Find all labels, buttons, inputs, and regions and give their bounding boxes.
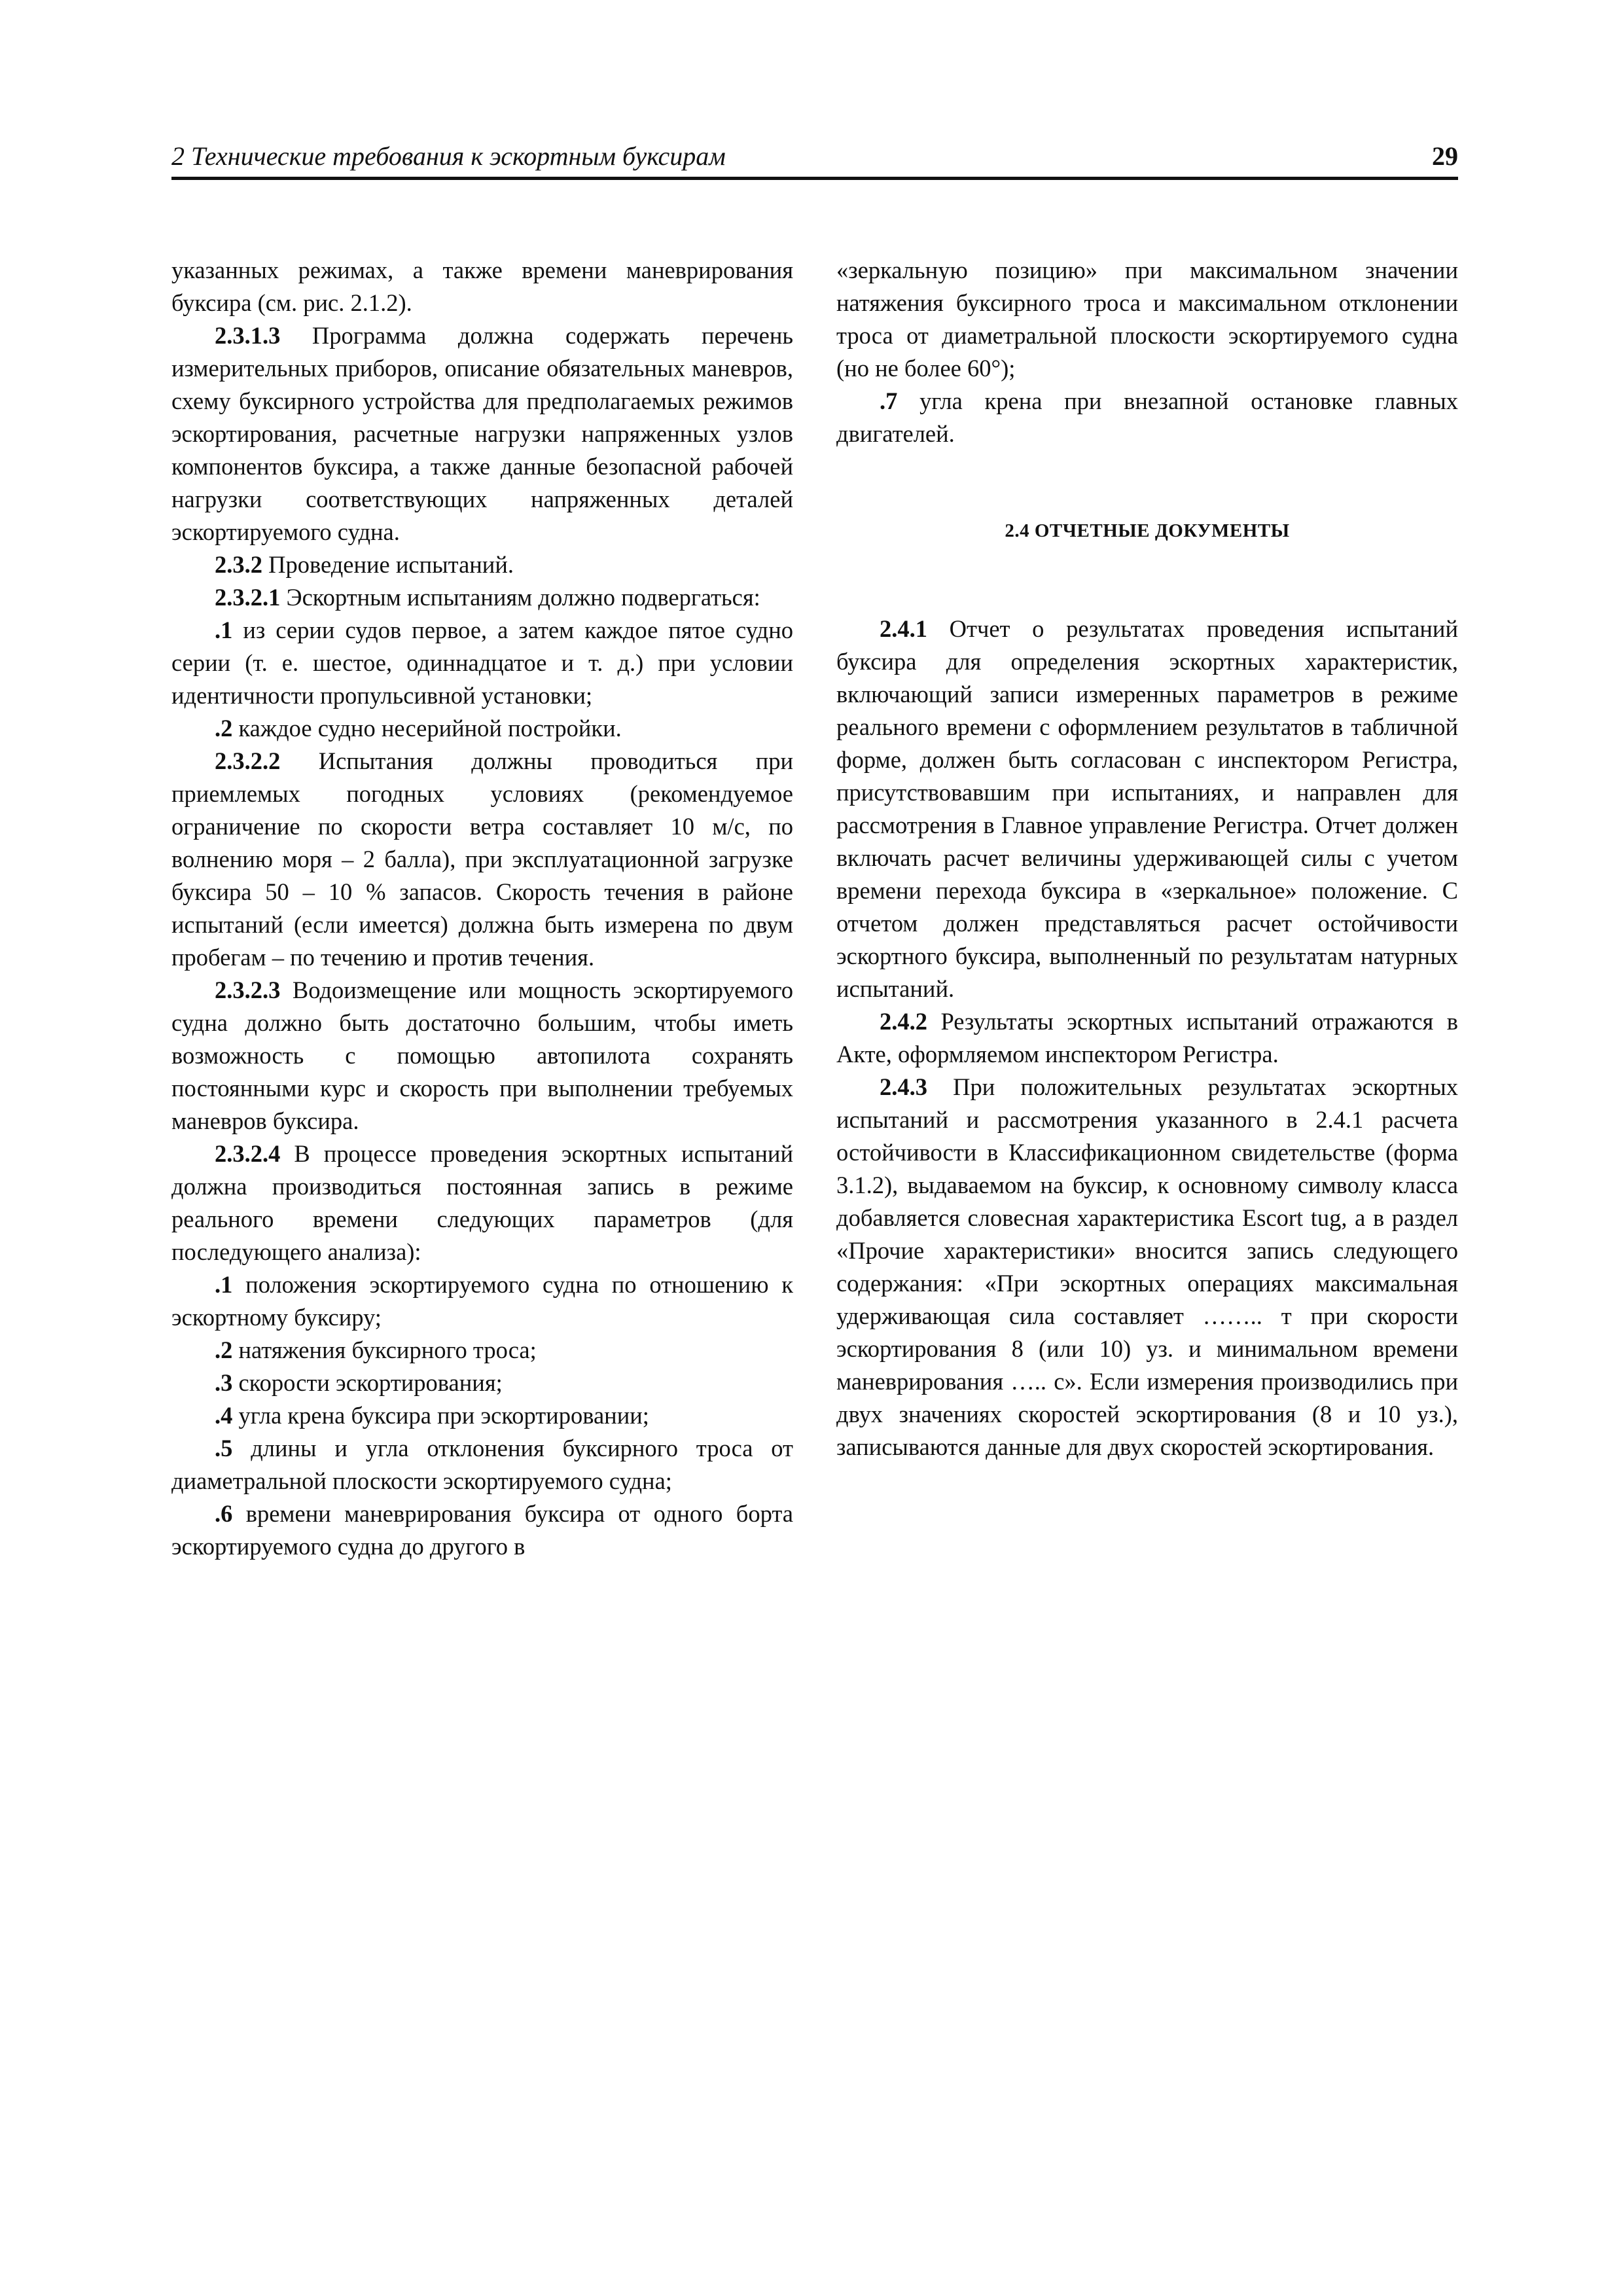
- paragraph: «зеркальную позицию» при максимальном значении натяжения буксирного троса и максимальном отклонении троса от диаметральной плоскости эскортируемого судна (но не более 60°);: [836, 257, 1458, 382]
- clause-number: 2.4.2: [880, 1008, 927, 1035]
- paragraph-2-3-2: 2.3.2 Проведение испытаний.: [215, 551, 514, 578]
- header-rule: [171, 177, 1458, 180]
- clause-number: 2.4.3: [880, 1073, 927, 1100]
- paragraph-2-3-2-2: 2.3.2.2 Испытания должны проводиться при приемлемых погодных условиях (рекомендуемое ограничение по скорости ветра составляет 10 м/с, по волнению моря – 2 балла), при эксплуатационной загрузке буксира 50 – 10 % запасов. Скорость течения в районе испытаний (если имеется) должна быть измерена по двум пробегам – по течению и против течения.: [171, 747, 793, 971]
- paragraph-2-3-2-3: 2.3.2.3 Водоизмещение или мощность эскортируемого судна должно быть достаточно большим, чтобы иметь возможность с помощью автопилота сохранять постоянными курс и скорость при выполнении требуемых маневров буксира.: [171, 977, 793, 1134]
- clause-number: 2.3.2.2: [215, 747, 281, 774]
- paragraph-2-4-2: 2.4.2 Результаты эскортных испытаний отражаются в Акте, оформляемом инспектором Регистра.: [836, 1008, 1458, 1067]
- running-header: [171, 143, 1458, 177]
- right-column: [836, 254, 1458, 1463]
- paragraph-2-3-2-1: 2.3.2.1 Эскортным испытаниям должно подвергаться:: [215, 584, 760, 611]
- paragraph-2-4-3: 2.4.3 При положительных результатах эскортных испытаний и рассмотрения указанного в 2.4.1 расчета остойчивости в Классификационном свидетельстве (форма 3.1.2), выдаваемом на буксир, к основному символу класса добавляется словесная характеристика Escort tug, а в раздел «Прочие характеристики» вносится запись следующего содержания: «При эскортных операциях максимальная удерживающая сила составляет …….. т при скорости эскортирования 8 (или 10) уз. и минимальном времени маневрирования ….. с». Если измерения производились при двух значениях скоростей эскортирования (8 и 10 уз.), записываются данные для двух скоростей эскортирования.: [836, 1073, 1458, 1460]
- paragraph-2-3-2-4: 2.3.2.4 В процессе проведения эскортных испытаний должна производиться постоянная запись в режиме реального времени следующих параметров (для последующего анализа):: [171, 1140, 793, 1265]
- list-item-6: .6 времени маневрирования буксира от одного борта эскортируемого судна до другого в: [171, 1500, 793, 1560]
- list-item-2: .2 каждое судно несерийной постройки.: [215, 715, 622, 742]
- list-item-1: .1 положения эскортируемого судна по отношению к эскортному буксиру;: [171, 1271, 793, 1331]
- clause-number: 2.3.1.3: [215, 322, 281, 349]
- page-number: 29: [1432, 141, 1458, 171]
- clause-number: 2.3.2.3: [215, 977, 281, 1003]
- running-header-title: 2 Технические требования к эскортным буксирам: [171, 141, 726, 171]
- list-item-1: .1 из серии судов первое, а затем каждое пятое судно серии (т. е. шестое, одиннадцатое и т. д.) при условии идентичности пропульсивной установки;: [171, 617, 793, 709]
- list-item-3: .3 скорости эскортирования;: [215, 1369, 503, 1396]
- list-item-5: .5 длины и угла отклонения буксирного троса от диаметральной плоскости эскортируемого судна;: [171, 1435, 793, 1494]
- list-item-7: .7 угла крена при внезапной остановке главных двигателей.: [836, 387, 1458, 447]
- clause-number: 2.3.2: [215, 551, 262, 578]
- paragraph-2-4-1: 2.4.1 Отчет о результатах проведения испытаний буксира для определения эскортных характеристик, включающий записи измеренных параметров в режиме реального времени с оформлением результатов в табличной форме, должен быть согласован с инспектором Регистра, присутствовавшим при испытаниях, и направлен для рассмотрения в Главное управление Регистра. Отчет должен включать расчет величины удерживающей силы с учетом времени перехода буксира в «зеркальное» положение. С отчетом должен представляться расчет остойчивости эскортного буксира, выполненный по результатам натурных испытаний.: [836, 615, 1458, 1002]
- paragraph: указанных режимах, а также времени маневрирования буксира (см. рис. 2.1.2).: [171, 257, 793, 316]
- section-heading: 2.4 ОТЧЕТНЫЕ ДОКУМЕНТЫ: [1005, 520, 1290, 541]
- clause-number: 2.3.2.1: [215, 584, 281, 611]
- clause-number: 2.3.2.4: [215, 1140, 281, 1167]
- list-item-2: .2 натяжения буксирного троса;: [215, 1336, 537, 1363]
- clause-number: 2.4.1: [880, 615, 927, 642]
- list-item-4: .4 угла крена буксира при эскортировании;: [215, 1402, 649, 1429]
- left-column: [171, 254, 793, 1563]
- paragraph-2-3-1-3: 2.3.1.3 Программа должна содержать перечень измерительных приборов, описание обязательных маневров, схему буксирного устройства для предполагаемых режимов эскортирования, расчетные нагрузки напряженных узлов компонентов буксира, а также данные безопасной рабочей нагрузки соответствующих напряженных деталей эскортируемого судна.: [171, 322, 793, 545]
